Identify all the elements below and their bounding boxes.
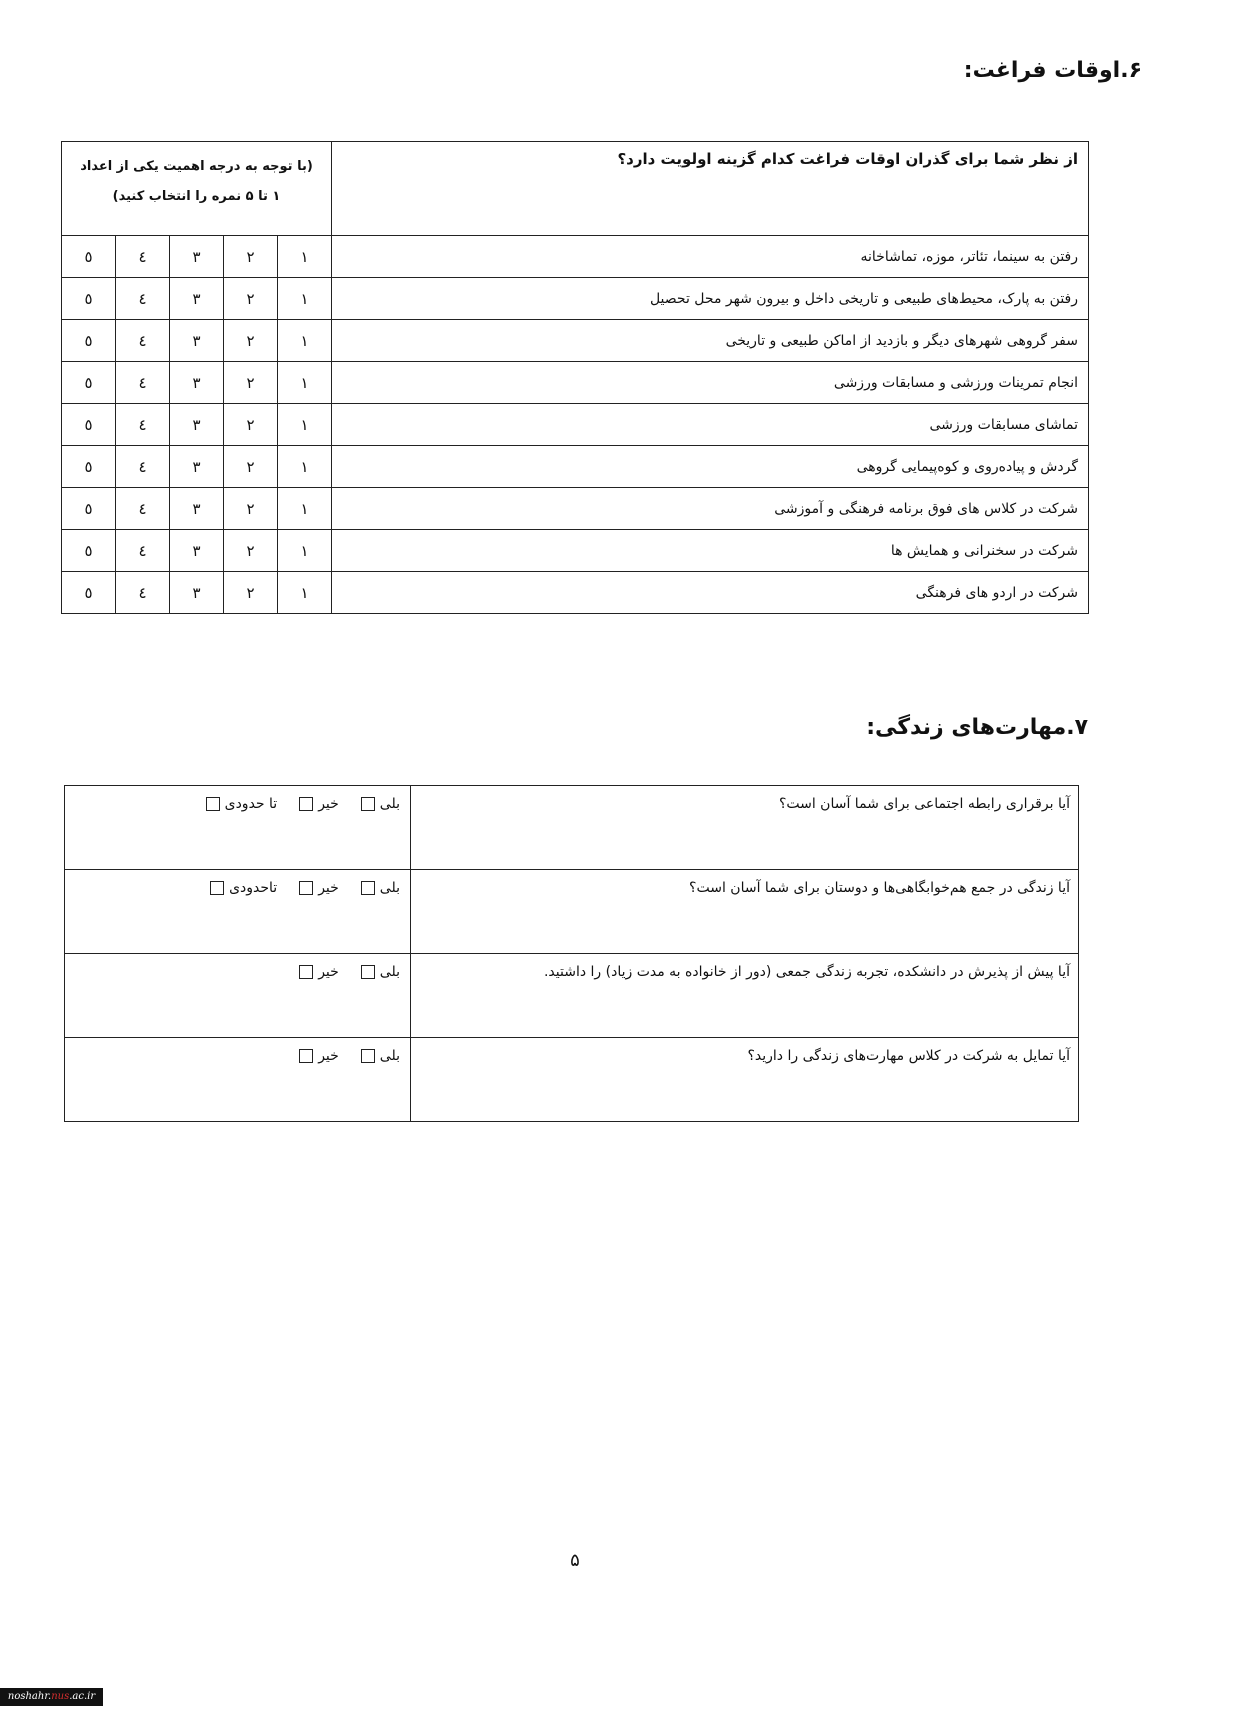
skills-option-label: بلی	[379, 880, 400, 896]
skills-option-label: تا حدودی	[224, 796, 278, 812]
leisure-score-option[interactable]: ۱	[278, 530, 332, 572]
leisure-score-option[interactable]: ۱	[278, 236, 332, 278]
leisure-row	[62, 488, 1089, 530]
leisure-score-option[interactable]: ٥	[62, 236, 116, 278]
leisure-score-option[interactable]: ۲	[224, 530, 278, 572]
leisure-score-option[interactable]: ۳	[170, 572, 224, 614]
skills-row	[65, 786, 1079, 870]
skills-option-label: خیر	[318, 796, 339, 812]
skills-option[interactable]	[210, 880, 277, 896]
checkbox-icon[interactable]	[361, 965, 375, 979]
leisure-score-option[interactable]: ۳	[170, 236, 224, 278]
skills-option[interactable]	[299, 796, 339, 812]
skills-question: آیا زندگی در جمع هم‌خوابگاهی‌ها و دوستان برای شما آسان است؟	[411, 870, 1079, 954]
footer-watermark	[0, 1688, 103, 1706]
footer-accent: nus	[51, 1691, 70, 1702]
leisure-items	[62, 236, 1089, 614]
leisure-score-option[interactable]: ٥	[62, 572, 116, 614]
skills-option[interactable]	[299, 1048, 339, 1064]
leisure-score-option[interactable]: ٤	[116, 446, 170, 488]
leisure-score-option[interactable]: ۱	[278, 278, 332, 320]
skills-question: آیا تمایل به شرکت در کلاس مهارت‌های زندگی را دارید؟	[411, 1038, 1079, 1122]
skills-rows	[65, 786, 1079, 1122]
leisure-score-option[interactable]: ۲	[224, 446, 278, 488]
leisure-score-option[interactable]: ٥	[62, 446, 116, 488]
skills-options	[65, 786, 411, 870]
leisure-question: از نظر شما برای گذران اوقات فراغت کدام گزینه اولویت دارد؟	[332, 142, 1089, 236]
skills-options	[65, 954, 411, 1038]
leisure-item-label: شرکت در کلاس های فوق برنامه فرهنگی و آموزشی	[332, 488, 1089, 530]
leisure-score-option[interactable]: ۳	[170, 404, 224, 446]
footer-prefix: noshahr.	[7, 1691, 52, 1702]
skills-option[interactable]	[361, 796, 400, 812]
leisure-item-label: تماشای مسابقات ورزشی	[332, 404, 1089, 446]
leisure-row	[62, 446, 1089, 488]
checkbox-icon[interactable]	[299, 965, 313, 979]
leisure-score-option[interactable]: ٤	[116, 488, 170, 530]
leisure-score-option[interactable]: ٤	[116, 362, 170, 404]
skills-question: آیا برقراری رابطه اجتماعی برای شما آسان است؟	[411, 786, 1079, 870]
leisure-table	[61, 141, 1089, 614]
leisure-score-option[interactable]: ۲	[224, 488, 278, 530]
checkbox-icon[interactable]	[299, 797, 313, 811]
skills-option[interactable]	[206, 796, 278, 812]
leisure-score-option[interactable]: ٤	[116, 530, 170, 572]
leisure-score-option[interactable]: ۳	[170, 278, 224, 320]
leisure-section-title: ۶.اوقات فراغت:	[963, 58, 1142, 83]
leisure-score-option[interactable]: ٤	[116, 320, 170, 362]
skills-option[interactable]	[361, 880, 400, 896]
leisure-score-option[interactable]: ۲	[224, 404, 278, 446]
leisure-item-label: شرکت در سخنرانی و همایش ها	[332, 530, 1089, 572]
leisure-row	[62, 530, 1089, 572]
leisure-score-option[interactable]: ۳	[170, 488, 224, 530]
skills-option[interactable]	[299, 964, 339, 980]
skills-option-label: خیر	[318, 880, 339, 896]
leisure-row	[62, 404, 1089, 446]
skills-row	[65, 954, 1079, 1038]
skills-option-label: بلی	[379, 964, 400, 980]
checkbox-icon[interactable]	[361, 1049, 375, 1063]
skills-options	[65, 870, 411, 954]
skills-option[interactable]	[361, 1048, 400, 1064]
checkbox-icon[interactable]	[210, 881, 224, 895]
checkbox-icon[interactable]	[299, 881, 313, 895]
skills-option-label: تاحدودی	[229, 880, 278, 896]
leisure-score-option[interactable]: ۲	[224, 362, 278, 404]
leisure-item-label: سفر گروهی شهرهای دیگر و بازدید از اماکن طبیعی و تاریخی	[332, 320, 1089, 362]
leisure-item-label: شرکت در اردو های فرهنگی	[332, 572, 1089, 614]
checkbox-icon[interactable]	[361, 797, 375, 811]
leisure-score-option[interactable]: ۳	[170, 320, 224, 362]
leisure-score-option[interactable]: ۱	[278, 320, 332, 362]
leisure-score-option[interactable]: ۱	[278, 362, 332, 404]
skills-table	[64, 785, 1079, 1122]
skills-row	[65, 1038, 1079, 1122]
leisure-note-line1: (با توجه به درجه اهمیت یکی از اعداد	[80, 159, 313, 174]
leisure-score-option[interactable]: ۲	[224, 236, 278, 278]
leisure-note-line2: ۱ تا ۵ نمره را انتخاب کنید)	[112, 189, 281, 204]
skills-question: آیا پیش از پذیرش در دانشکده، تجربه زندگی جمعی (دور از خانواده به مدت زیاد) را داشتید.	[411, 954, 1079, 1038]
leisure-item-label: انجام تمرینات ورزشی و مسابقات ورزشی	[332, 362, 1089, 404]
skills-option[interactable]	[361, 964, 400, 980]
skills-option-label: بلی	[379, 796, 400, 812]
footer-suffix: .ac.ir	[69, 1691, 96, 1702]
skills-option[interactable]	[299, 880, 339, 896]
leisure-score-option[interactable]: ۲	[224, 278, 278, 320]
leisure-score-option[interactable]: ٤	[116, 404, 170, 446]
leisure-score-option[interactable]: ۳	[170, 362, 224, 404]
skills-option-label: بلی	[379, 1048, 400, 1064]
leisure-score-option[interactable]: ۱	[278, 488, 332, 530]
skills-options	[65, 1038, 411, 1122]
checkbox-icon[interactable]	[361, 881, 375, 895]
leisure-score-option[interactable]: ۱	[278, 404, 332, 446]
checkbox-icon[interactable]	[206, 797, 220, 811]
leisure-score-option[interactable]: ۳	[170, 530, 224, 572]
leisure-item-label: گردش و پیاده‌روی و کوه‌پیمایی گروهی	[332, 446, 1089, 488]
checkbox-icon[interactable]	[299, 1049, 313, 1063]
skills-row	[65, 870, 1079, 954]
leisure-score-option[interactable]: ٥	[62, 278, 116, 320]
leisure-item-label: رفتن به سینما، تئاتر، موزه، تماشاخانه	[332, 236, 1089, 278]
leisure-score-option[interactable]: ۲	[224, 320, 278, 362]
leisure-score-option[interactable]: ٤	[116, 278, 170, 320]
skills-option-label: خیر	[318, 1048, 339, 1064]
leisure-score-option[interactable]: ۱	[278, 572, 332, 614]
leisure-item-label: رفتن به پارک، محیط‌های طبیعی و تاریخی داخل و بیرون شهر محل تحصیل	[332, 278, 1089, 320]
leisure-score-option[interactable]: ۳	[170, 446, 224, 488]
leisure-score-option[interactable]: ۲	[224, 572, 278, 614]
leisure-row	[62, 278, 1089, 320]
leisure-score-option[interactable]: ٥	[62, 362, 116, 404]
page-number: ۵	[570, 1550, 580, 1571]
leisure-header-row	[62, 142, 1089, 236]
leisure-score-option[interactable]: ٤	[116, 572, 170, 614]
leisure-row	[62, 236, 1089, 278]
skills-section-title: ۷.مهارت‌های زندگی:	[866, 715, 1088, 740]
leisure-score-option[interactable]: ٥	[62, 488, 116, 530]
skills-option-label: خیر	[318, 964, 339, 980]
leisure-score-option[interactable]: ۱	[278, 446, 332, 488]
leisure-scale-note	[62, 142, 332, 236]
leisure-score-option[interactable]: ٥	[62, 404, 116, 446]
leisure-score-option[interactable]: ٤	[116, 236, 170, 278]
leisure-row	[62, 572, 1089, 614]
leisure-row	[62, 320, 1089, 362]
leisure-row	[62, 362, 1089, 404]
leisure-score-option[interactable]: ٥	[62, 320, 116, 362]
leisure-score-option[interactable]: ٥	[62, 530, 116, 572]
